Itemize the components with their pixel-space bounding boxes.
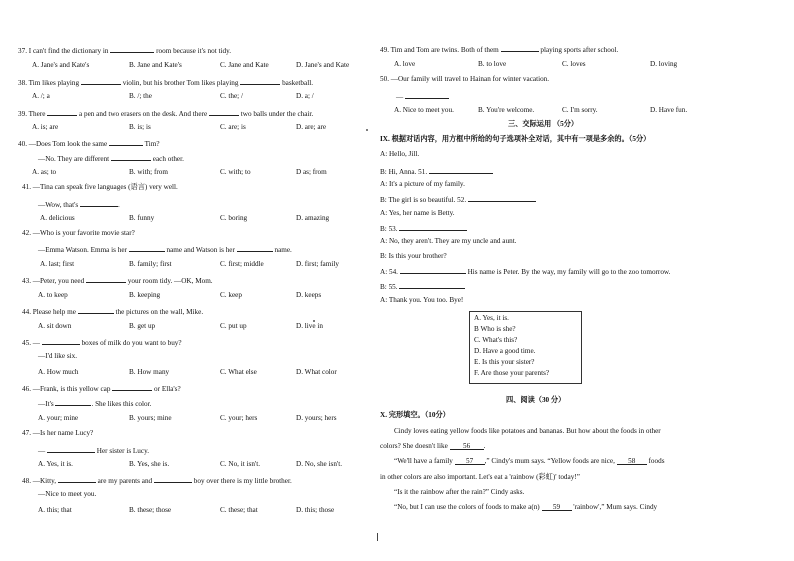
dialogue-line-10: B: 55. <box>380 281 465 292</box>
q46-stem: 46. —Frank, is this yellow cap or Ella's? <box>22 385 181 393</box>
passage-line-4: in other colors are also important. Let's eat a 'rainbow (彩虹)' today!” <box>380 473 580 481</box>
q40-reply: —No. They are different each other. <box>38 155 184 163</box>
q46-option-a: A. your; mine <box>38 414 79 422</box>
q40-stem: 40. —Does Tom look the same Tim? <box>18 140 160 148</box>
dialogue-line-3: A: It's a picture of my family. <box>380 180 465 188</box>
q42-stem: 42. —Who is your favorite movie star? <box>22 229 135 237</box>
answer-blank-51[interactable] <box>429 166 493 174</box>
box-option-d: D. Have a good time. <box>474 347 536 355</box>
q37-option-a: A. Jane's and Kate's <box>32 61 90 69</box>
q47-option-b: B. Yes, she is. <box>129 460 170 468</box>
q47-reply: — Her sister is Lucy. <box>38 447 150 455</box>
q47-stem: 47. —Is her name Lucy? <box>22 429 94 437</box>
q38-option-a: A. /; a <box>32 92 50 100</box>
box-option-a: A. Yes, it is. <box>474 314 509 322</box>
dialogue-line-5: A: Yes, her name is Betty. <box>380 209 455 217</box>
answer-blank[interactable] <box>47 108 77 116</box>
q42-option-c: C. first; middle <box>220 260 264 268</box>
answer-blank[interactable] <box>81 77 121 85</box>
q48-option-b: B. these; those <box>129 506 172 514</box>
dialogue-line-1: A: Hello, Jill. <box>380 150 420 158</box>
q37-option-c: C. Jane and Kate <box>220 61 269 69</box>
q39-option-c: C. are; is <box>220 123 246 131</box>
q37-option-d: D. Jane's and Kate <box>296 61 350 69</box>
q39-option-b: B. is; is <box>129 123 151 131</box>
dialogue-line-8: B: Is this your brother? <box>380 252 447 260</box>
answer-blank[interactable] <box>109 138 143 146</box>
q45-option-b: B. How many <box>129 368 170 376</box>
answer-blank-52[interactable] <box>468 194 536 202</box>
q41-option-a: A. delicious <box>40 214 75 222</box>
q45-option-a: A. How much <box>38 368 79 376</box>
answer-blank[interactable] <box>129 244 165 252</box>
q39-option-a: A. is; are <box>32 123 59 131</box>
q39-stem: 39. There a pen and two erasers on the desk. And there two balls under the chair. <box>18 110 314 118</box>
answer-blank-55[interactable] <box>399 281 465 289</box>
q38-stem: 38. Tim likes playing violin, but his brother Tom likes playing basketball. <box>18 79 313 87</box>
q43-stem: 43. —Peter, you need your room tidy. —OK, Mom. <box>22 277 213 285</box>
q43-option-b: B. keeping <box>129 291 161 299</box>
sentence-options-box <box>469 311 582 384</box>
q43-option-a: A. to keep <box>38 291 68 299</box>
dialogue-line-2: B: Hi, Anna. 51. <box>380 166 493 177</box>
answer-blank[interactable] <box>78 306 114 314</box>
answer-blank[interactable] <box>55 398 91 406</box>
cloze-blank-56[interactable]: 56 <box>450 442 484 450</box>
box-option-f: F. Are those your parents? <box>474 369 550 377</box>
answer-blank[interactable] <box>86 275 126 283</box>
q39-option-d: D. are; are <box>296 123 327 131</box>
q47-option-c: C. No, it isn't. <box>220 460 261 468</box>
answer-blank[interactable] <box>42 337 80 345</box>
answer-blank-53[interactable] <box>399 223 467 231</box>
right-column <box>380 0 794 561</box>
x-instructions: X. 完形填空。（10分） <box>380 411 450 419</box>
q49-option-a: A. love <box>394 60 416 68</box>
q44-option-d: D. live in <box>296 322 323 330</box>
q43-option-c: C. keep <box>220 291 242 299</box>
answer-blank[interactable] <box>112 383 152 391</box>
q46-option-d: D. yours; hers <box>296 414 337 422</box>
q50-option-d: D. Have fun. <box>650 106 688 114</box>
q44-option-a: A. sit down <box>38 322 72 330</box>
ix-instructions: IX. 根据对话内容，用方框中所给的句子选项补全对话，其中有一项是多余的。（5分） <box>380 135 651 143</box>
answer-blank[interactable] <box>237 244 273 252</box>
passage-line-3: “We'll have a family 57 ,” Cindy's mum says. “Yellow foods are nice, 58 foods <box>394 457 665 465</box>
q47-option-a: A. Yes, it is. <box>38 460 73 468</box>
answer-blank-54[interactable] <box>400 266 466 274</box>
dialogue-line-11: A: Thank you. You too. Bye! <box>380 296 464 304</box>
q50-option-a: A. Nice to meet you. <box>394 106 454 114</box>
dialogue-line-6: B: 53. <box>380 223 467 234</box>
scan-speck <box>366 129 368 131</box>
box-option-e: E. Is this your sister? <box>474 358 535 366</box>
box-option-b: B Who is she? <box>474 325 516 333</box>
section-4-heading: 四、阅读（30 分） <box>506 396 566 404</box>
q40-option-a: A. as; to <box>32 168 57 176</box>
q46-option-c: C. your; hers <box>220 414 258 422</box>
q45-reply: —I'd like six. <box>38 352 78 360</box>
q46-reply: —It's . She likes this color. <box>38 400 152 408</box>
dialogue-line-9: A: 54. His name is Peter. By the way, my family will go to the zoo tomorrow. <box>380 268 671 276</box>
q37-stem: 37. I can't find the dictionary in room because it's not tidy. <box>18 47 231 55</box>
answer-blank[interactable] <box>240 77 280 85</box>
q48-option-a: A. this; that <box>38 506 72 514</box>
q42-option-b: B. family; first <box>129 260 172 268</box>
answer-blank[interactable] <box>154 475 192 483</box>
q44-option-b: B. get up <box>129 322 156 330</box>
answer-blank[interactable] <box>110 45 154 53</box>
answer-blank[interactable] <box>111 153 151 161</box>
dialogue-line-4: B: The girl is so beautiful. 52. <box>380 194 536 205</box>
q42-reply: —Emma Watson. Emma is her name and Watson is her name. <box>38 246 292 254</box>
left-column <box>0 0 380 561</box>
q41-option-d: D. amazing <box>296 214 330 222</box>
cloze-blank-58[interactable]: 58 <box>617 457 647 465</box>
q49-stem: 49. Tim and Tom are twins. Both of them playing sports after school. <box>380 46 619 54</box>
q41-option-b: B. funny <box>129 214 155 222</box>
box-option-c: C. What's this? <box>474 336 518 344</box>
q41-reply: —Wow, that's . <box>38 201 120 209</box>
q38-option-b: B. /; the <box>129 92 152 100</box>
cloze-blank-59[interactable]: 59 <box>542 503 572 511</box>
answer-blank[interactable] <box>80 199 118 207</box>
q48-option-d: D. this; those <box>296 506 335 514</box>
q43-option-d: D. keeps <box>296 291 322 299</box>
scan-speck <box>313 320 315 322</box>
q44-option-c: C. put up <box>220 322 247 330</box>
q40-option-b: B. with; from <box>129 168 168 176</box>
passage-line-2: colors? She doesn't like 56 . <box>380 442 486 450</box>
q38-option-d: D. a; / <box>296 92 314 100</box>
q41-option-c: C. boring <box>220 214 248 222</box>
answer-blank[interactable] <box>209 108 239 116</box>
q49-option-b: B. to love <box>478 60 507 68</box>
q50-option-c: C. I'm sorry. <box>562 106 598 114</box>
q47-option-d: D. No, she isn't. <box>296 460 343 468</box>
page-fold-mark <box>377 533 378 541</box>
q41-stem: 41. —Tina can speak five languages (语言) very well. <box>22 183 178 191</box>
passage-line-5: “Is it the rainbow after the rain?” Cindy asks. <box>394 488 525 496</box>
q50-reply: — <box>396 91 449 102</box>
q50-stem: 50. —Our family will travel to Hainan for winter vacation. <box>380 75 550 83</box>
q48-stem: 48. —Kitty, are my parents and boy over there is my little brother. <box>22 477 292 485</box>
q46-option-b: B. yours; mine <box>129 414 172 422</box>
passage-line-6: “No, but I can use the colors of foods to make a(n) 59 'rainbow',” Mum says. Cindy <box>394 503 658 511</box>
q45-option-d: D. What color <box>296 368 337 376</box>
answer-blank[interactable] <box>501 44 539 52</box>
q48-reply: —Nice to meet you. <box>38 490 97 498</box>
passage-line-1: Cindy loves eating yellow foods like potatoes and bananas. But how about the foods in other <box>394 427 661 435</box>
q45-option-c: C. What else <box>220 368 257 376</box>
section-3-heading: 三、交际运用 （5分） <box>508 120 579 128</box>
q38-option-c: C. the; / <box>220 92 243 100</box>
q50-option-b: B. You're welcome. <box>478 106 535 114</box>
answer-blank[interactable] <box>405 91 449 99</box>
q40-option-c: C. with; to <box>220 168 251 176</box>
q45-stem: 45. — boxes of milk do you want to buy? <box>22 339 182 347</box>
q42-option-a: A. last; first <box>40 260 75 268</box>
q44-stem: 44. Please help me the pictures on the wall, Mike. <box>22 308 204 316</box>
q40-option-d: D as; from <box>296 168 327 176</box>
answer-blank[interactable] <box>58 475 96 483</box>
q49-option-c: C. loves <box>562 60 586 68</box>
q48-option-c: C. these; that <box>220 506 258 514</box>
q42-option-d: D. first; family <box>296 260 339 268</box>
cloze-blank-57[interactable]: 57 <box>455 457 485 465</box>
q37-option-b: B. Jane and Kate's <box>129 61 182 69</box>
dialogue-line-7: A: No, they aren't. They are my uncle and aunt. <box>380 237 517 245</box>
q49-option-d: D. loving <box>650 60 678 68</box>
answer-blank[interactable] <box>47 445 95 453</box>
